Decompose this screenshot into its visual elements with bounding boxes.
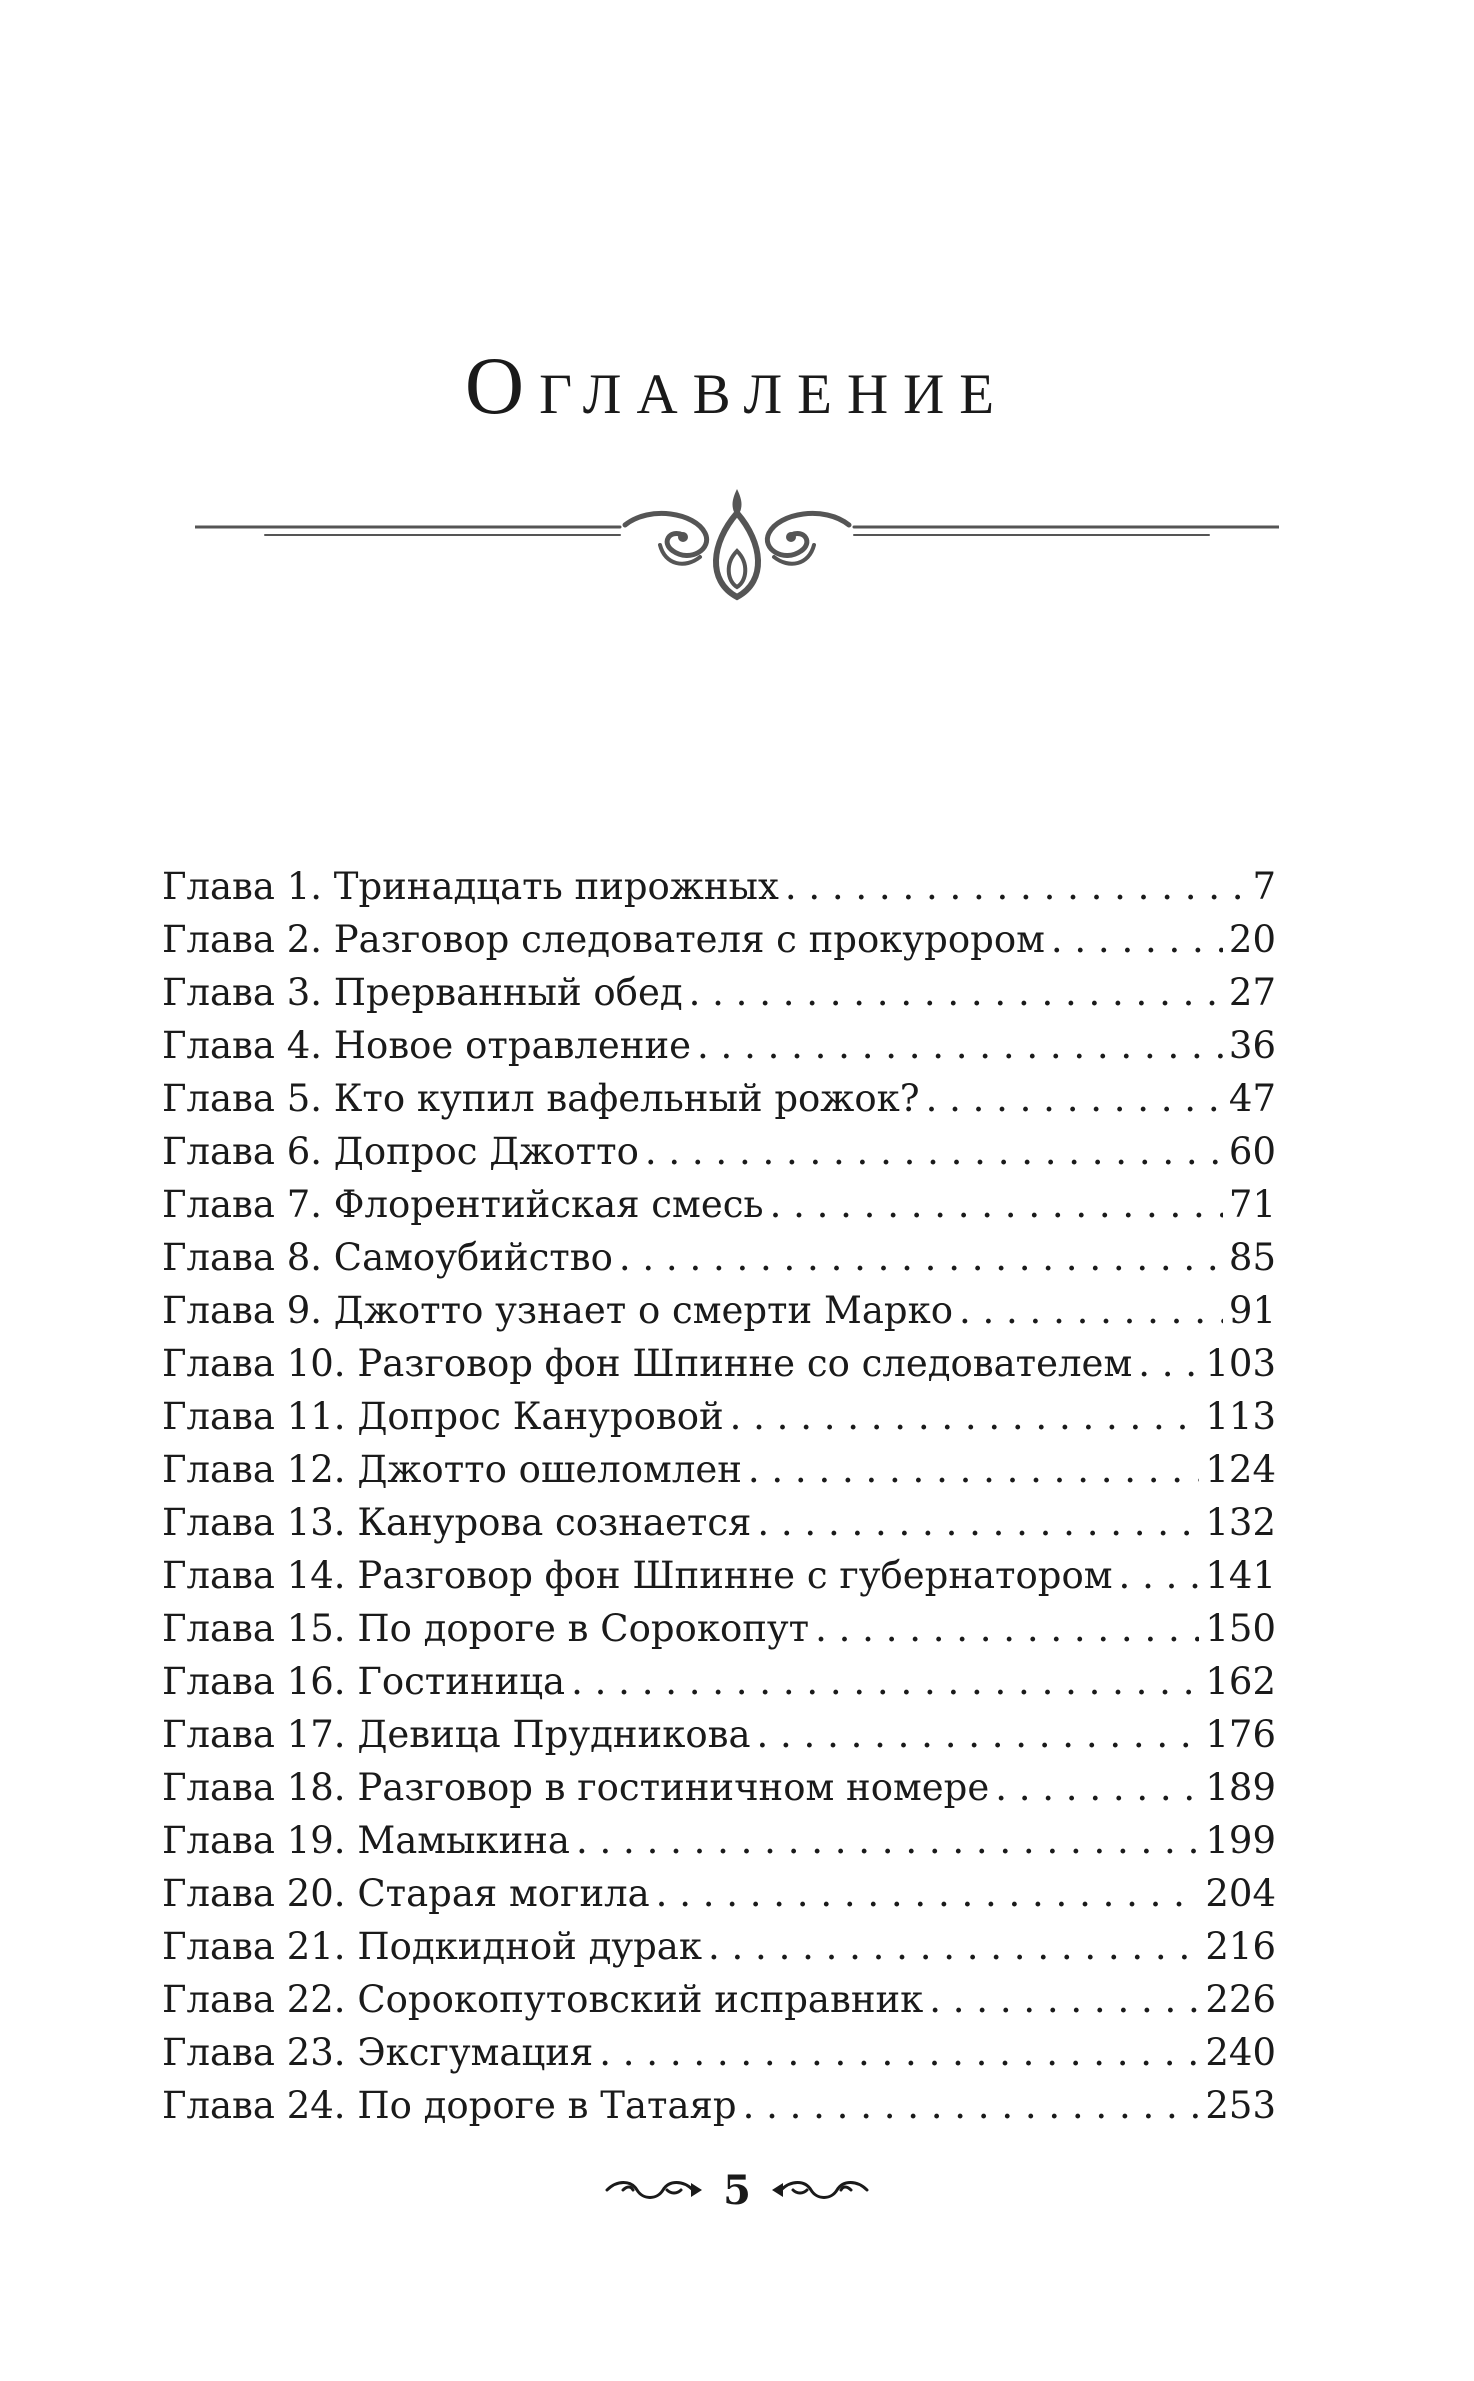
toc-entry-page: 36	[1228, 1024, 1276, 1067]
toc-entry-title: Глава 1. Тринадцать пирожных	[162, 865, 779, 908]
toc-entry-page: 199	[1205, 1819, 1276, 1862]
page-title: Оглавление	[464, 339, 1010, 431]
dot-leader	[730, 1390, 1200, 1443]
toc-entry-title: Глава 9. Джотто узнает о смерти Марко	[162, 1289, 953, 1332]
toc-entry-page: 150	[1205, 1607, 1276, 1650]
toc-entry-page: 141	[1205, 1554, 1276, 1597]
toc-entry[interactable]	[162, 1231, 1276, 1284]
toc-entry-page: 124	[1205, 1448, 1276, 1491]
toc-entry-title: Глава 19. Мамыкина	[162, 1819, 570, 1862]
toc-entry-title: Глава 15. По дороге в Сорокопут	[162, 1607, 810, 1650]
toc-entry-title: Глава 5. Кто купил вафельный рожок?	[162, 1077, 920, 1120]
dot-leader	[697, 1019, 1223, 1072]
toc-entry[interactable]	[162, 1390, 1276, 1443]
toc-entry-title: Глава 2. Разговор следователя с прокурором	[162, 918, 1045, 961]
toc-entry[interactable]	[162, 1708, 1276, 1761]
dot-leader	[926, 1072, 1223, 1125]
toc-entry-title: Глава 4. Новое отравление	[162, 1024, 692, 1067]
toc-entry-page: 103	[1205, 1342, 1276, 1385]
dot-leader	[619, 1231, 1223, 1284]
dot-leader	[576, 1814, 1199, 1867]
toc-entry[interactable]	[162, 1602, 1276, 1655]
toc-entry[interactable]	[162, 1178, 1276, 1231]
toc-entry[interactable]	[162, 1496, 1276, 1549]
toc-entry-page: 20	[1228, 918, 1276, 961]
toc-entry-page: 253	[1205, 2084, 1276, 2127]
toc-entry[interactable]	[162, 1019, 1276, 1072]
toc-entry[interactable]	[162, 1920, 1276, 1973]
dot-leader	[708, 1920, 1199, 1973]
toc-entry-page: 189	[1205, 1766, 1276, 1809]
dot-leader	[995, 1761, 1199, 1814]
toc-entry-page: 113	[1205, 1395, 1276, 1438]
scroll-flourish-icon	[771, 2175, 871, 2205]
toc-entry-page: 7	[1252, 865, 1276, 908]
toc-entry-page: 162	[1205, 1660, 1276, 1703]
flourish-divider-icon	[195, 485, 1279, 605]
toc-entry-title: Глава 18. Разговор в гостиничном номере	[162, 1766, 990, 1809]
dot-leader	[815, 1602, 1199, 1655]
toc-entry[interactable]	[162, 966, 1276, 1019]
toc-entry-page: 216	[1205, 1925, 1276, 1968]
toc-entry[interactable]	[162, 1284, 1276, 1337]
toc-entry[interactable]	[162, 1337, 1276, 1390]
toc-entry-title: Глава 20. Старая могила	[162, 1872, 650, 1915]
dot-leader	[571, 1655, 1199, 1708]
toc-entry[interactable]	[162, 1549, 1276, 1602]
toc-entry-page: 240	[1205, 2031, 1276, 2074]
toc-entry-title: Глава 14. Разговор фон Шпинне с губернатором	[162, 1554, 1113, 1597]
toc-entry[interactable]	[162, 1973, 1276, 2026]
toc-entry-title: Глава 10. Разговор фон Шпинне со следователем	[162, 1342, 1133, 1385]
toc-entry-title: Глава 16. Гостиница	[162, 1660, 566, 1703]
dot-leader	[656, 1867, 1200, 1920]
toc-entry[interactable]	[162, 1443, 1276, 1496]
toc-entry-title: Глава 11. Допрос Кануровой	[162, 1395, 724, 1438]
toc-entry-title: Глава 24. По дороге в Татаяр	[162, 2084, 737, 2127]
toc-entry[interactable]	[162, 1125, 1276, 1178]
table-of-contents	[162, 860, 1276, 2132]
dot-leader	[785, 860, 1247, 913]
toc-entry-page: 47	[1228, 1077, 1276, 1120]
toc-entry-title: Глава 7. Флорентийская смесь	[162, 1183, 764, 1226]
dot-leader	[645, 1125, 1223, 1178]
dot-leader	[757, 1496, 1199, 1549]
dot-leader	[748, 1443, 1199, 1496]
toc-entry-title: Глава 8. Самоубийство	[162, 1236, 613, 1279]
toc-entry-title: Глава 22. Сорокопутовский исправник	[162, 1978, 924, 2021]
toc-entry-page: 132	[1205, 1501, 1276, 1544]
toc-entry[interactable]	[162, 913, 1276, 966]
toc-entry-page: 27	[1228, 971, 1276, 1014]
toc-entry-page: 204	[1205, 1872, 1276, 1915]
page-folio	[0, 2160, 1474, 2220]
toc-entry[interactable]	[162, 860, 1276, 913]
toc-entry-page: 226	[1205, 1978, 1276, 2021]
toc-entry[interactable]	[162, 1655, 1276, 1708]
toc-entry-title: Глава 3. Прерванный обед	[162, 971, 683, 1014]
toc-entry-page: 71	[1228, 1183, 1276, 1226]
dot-leader	[959, 1284, 1223, 1337]
toc-entry[interactable]	[162, 1814, 1276, 1867]
toc-entry[interactable]	[162, 2079, 1276, 2132]
toc-entry-title: Глава 23. Эксгумация	[162, 2031, 594, 2074]
toc-entry-title: Глава 6. Допрос Джотто	[162, 1130, 639, 1173]
page-number: 5	[723, 2166, 751, 2214]
toc-entry[interactable]	[162, 1072, 1276, 1125]
dot-leader	[1051, 913, 1223, 966]
toc-entry-page: 176	[1205, 1713, 1276, 1756]
dot-leader	[599, 2026, 1199, 2079]
toc-entry-page: 91	[1228, 1289, 1276, 1332]
toc-entry[interactable]	[162, 1867, 1276, 1920]
scroll-flourish-icon	[603, 2175, 703, 2205]
toc-entry-title: Глава 13. Канурова сознается	[162, 1501, 752, 1544]
toc-entry[interactable]	[162, 1761, 1276, 1814]
dot-leader	[689, 966, 1223, 1019]
toc-entry-title: Глава 12. Джотто ошеломлен	[162, 1448, 742, 1491]
dot-leader	[1119, 1549, 1200, 1602]
toc-entry-page: 85	[1228, 1236, 1276, 1279]
toc-entry-title: Глава 17. Девица Прудникова	[162, 1713, 751, 1756]
dot-leader	[743, 2079, 1200, 2132]
dot-leader	[1138, 1337, 1199, 1390]
dot-leader	[929, 1973, 1199, 2026]
toc-entry-page: 60	[1228, 1130, 1276, 1173]
dot-leader	[770, 1178, 1223, 1231]
toc-entry[interactable]	[162, 2026, 1276, 2079]
dot-leader	[757, 1708, 1200, 1761]
toc-entry-title: Глава 21. Подкидной дурак	[162, 1925, 702, 1968]
